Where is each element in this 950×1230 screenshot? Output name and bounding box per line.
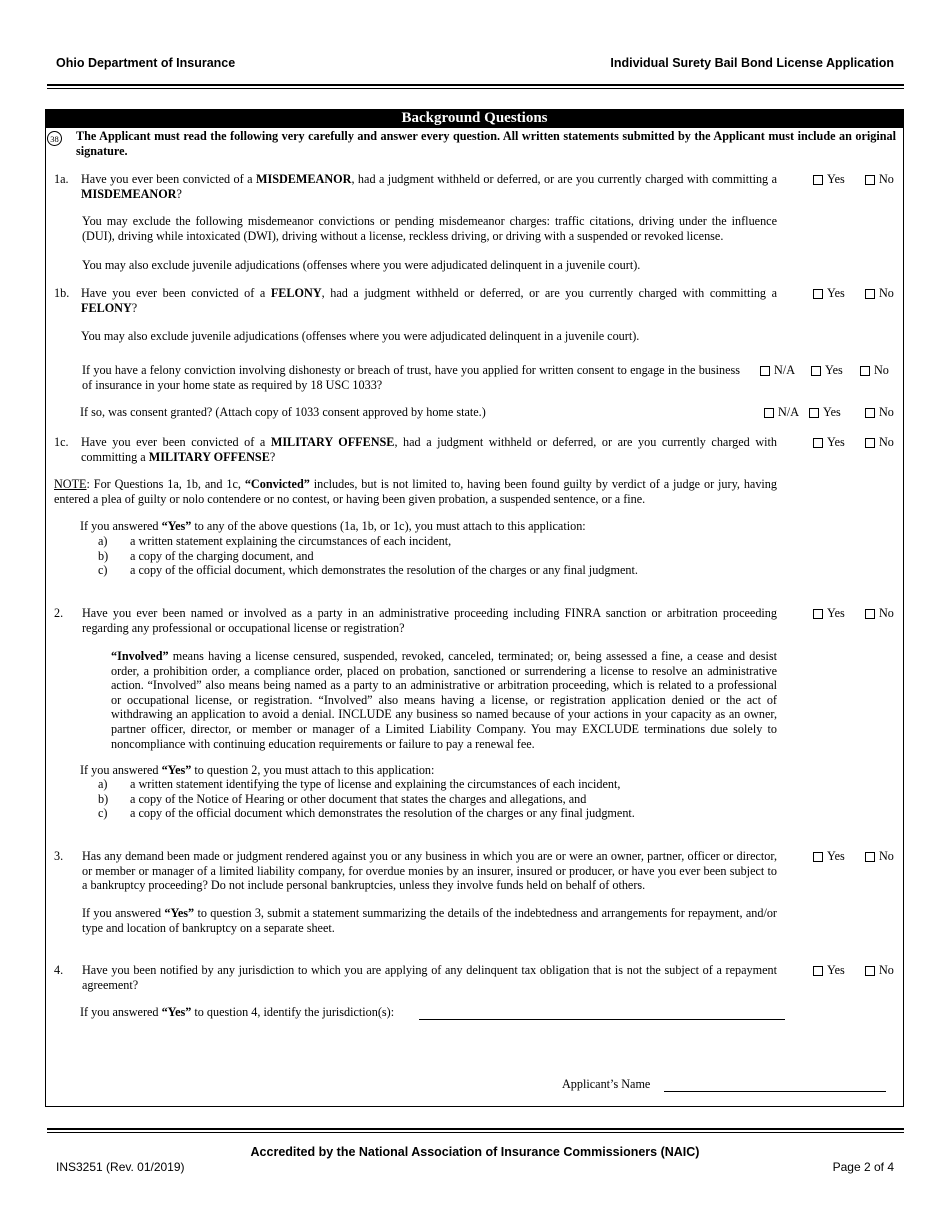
checkbox-icon bbox=[813, 289, 823, 299]
q3-no-checkbox[interactable]: No bbox=[865, 849, 894, 864]
checkbox-icon bbox=[865, 408, 875, 418]
agency-name: Ohio Department of Insurance bbox=[56, 56, 236, 70]
header-divider bbox=[47, 84, 904, 89]
footer-divider bbox=[47, 1128, 904, 1133]
checkbox-icon bbox=[865, 852, 875, 862]
q4-jurisdiction-label: If you answered “Yes” to question 4, identify the jurisdiction(s): bbox=[80, 1005, 395, 1019]
intro-instructions: The Applicant must read the following very carefully and answer every question. All written statements submitted by the Applicant must include an original signature. bbox=[76, 129, 896, 158]
q4-no-checkbox[interactable]: No bbox=[865, 963, 894, 978]
q2-attachment-list bbox=[98, 777, 778, 821]
q2-attach-instructions: If you answered “Yes” to question 2, you must attach to this application: bbox=[80, 763, 435, 777]
q4-number: 4. bbox=[54, 963, 64, 977]
applicant-name-label: Applicant’s Name bbox=[562, 1077, 651, 1091]
q1b-consent-na-checkbox[interactable]: N/A bbox=[764, 405, 799, 420]
q2-question: Have you ever been named or involved as a party in an administrative proceeding including FINRA sanction or arbitration proceeding regarding any professional or occupational license or registration? bbox=[82, 606, 777, 635]
q3-yes-checkbox[interactable]: Yes bbox=[813, 849, 845, 864]
q4-question: Have you been notified by any jurisdiction to which you are applying of any delinquent tax obligation that is not the subject of a repayment agreement? bbox=[82, 963, 777, 992]
list-item: b) a copy of the Notice of Hearing or other document that states the charges and allegations, and bbox=[98, 791, 587, 806]
q1b-number: 1b. bbox=[54, 286, 70, 300]
applicant-name-input[interactable] bbox=[664, 1091, 886, 1092]
q2-no-checkbox[interactable]: No bbox=[865, 606, 894, 621]
q1b-consent-no-checkbox[interactable]: No bbox=[865, 405, 894, 420]
q4-yes-checkbox[interactable]: Yes bbox=[813, 963, 845, 978]
checkbox-icon bbox=[813, 175, 823, 185]
list-item: c) a copy of the official document which demonstrates the resolution of the charges or any final judgment. bbox=[98, 806, 635, 821]
section-title: Background Questions bbox=[45, 109, 904, 128]
q1-attach-instructions: If you answered “Yes” to any of the above questions (1a, 1b, or 1c), you must attach to this application: bbox=[80, 519, 586, 533]
checkbox-icon bbox=[865, 966, 875, 976]
checkbox-icon bbox=[813, 966, 823, 976]
q1b-juvenile-note: You may also exclude juvenile adjudications (offenses where you were adjudicated delinquent in a juvenile court). bbox=[81, 329, 640, 343]
q3-statement-instructions: If you answered “Yes” to question 3, submit a statement summarizing the details of the indebtedness and arrangements for repayment, and/or type and location of bankruptcy on a separate sheet. bbox=[82, 906, 777, 935]
checkbox-icon bbox=[760, 366, 770, 376]
q1b-no-checkbox[interactable]: No bbox=[865, 286, 894, 301]
checkbox-icon bbox=[865, 609, 875, 619]
q3-question: Has any demand been made or judgment rendered against you or any business in which you are or were an owner, partner, officer or director, or member or manager of a limited liability company, for overdue monies by an insurer, insured or producer, or have you ever been subject to a bankruptcy proceeding? Do not include personal bankruptcies, unless they involve funds held on behalf of others. bbox=[82, 849, 777, 893]
checkbox-icon bbox=[811, 366, 821, 376]
list-item: c) a copy of the official document, which demonstrates the resolution of the charges or any final judgment. bbox=[98, 563, 638, 578]
checkbox-icon bbox=[865, 175, 875, 185]
list-item: a) a written statement explaining the circumstances of each incident, bbox=[98, 534, 452, 548]
jurisdiction-input[interactable] bbox=[419, 1019, 785, 1020]
q1a-question: Have you ever been convicted of a MISDEMEANOR, had a judgment withheld or deferred, or are you currently charged with committing a MISDEMEANOR? bbox=[81, 172, 777, 201]
q1-attachment-list bbox=[98, 534, 778, 578]
checkbox-icon bbox=[813, 609, 823, 619]
q1c-question: Have you ever been convicted of a MILITARY OFFENSE, had a judgment withheld or deferred, or are you currently charged with committing a MILITARY OFFENSE? bbox=[81, 435, 777, 464]
checkbox-icon bbox=[809, 408, 819, 418]
checkbox-icon bbox=[865, 438, 875, 448]
checkbox-icon bbox=[813, 438, 823, 448]
checkbox-icon bbox=[813, 852, 823, 862]
checkbox-icon bbox=[865, 289, 875, 299]
item-number-badge: 38 bbox=[47, 131, 62, 146]
list-item: b) a copy of the charging document, and bbox=[98, 548, 314, 563]
q3-number: 3. bbox=[54, 849, 64, 863]
q1b-1033-yes-checkbox[interactable]: Yes bbox=[811, 363, 843, 378]
q1b-consent-yes-checkbox[interactable]: Yes bbox=[809, 405, 841, 420]
q1c-no-checkbox[interactable]: No bbox=[865, 435, 894, 450]
q1b-1033-na-checkbox[interactable]: N/A bbox=[760, 363, 795, 378]
q1a-juvenile-note: You may also exclude juvenile adjudications (offenses where you were adjudicated delinquent in a juvenile court). bbox=[82, 258, 641, 272]
page-number: Page 2 of 4 bbox=[832, 1160, 894, 1174]
q1c-yes-checkbox[interactable]: Yes bbox=[813, 435, 845, 450]
q1b-yes-checkbox[interactable]: Yes bbox=[813, 286, 845, 301]
checkbox-icon bbox=[860, 366, 870, 376]
conviction-note: NOTE: For Questions 1a, 1b, and 1c, “Convicted” includes, but is not limited to, having been found guilty by verdict of a judge or jury, having entered a plea of guilty or nolo contendere or no contest, or having been given probation, a suspended sentence, or a fine. bbox=[54, 477, 777, 506]
q1a-number: 1a. bbox=[54, 172, 69, 186]
q1a-yes-checkbox[interactable]: Yes bbox=[813, 172, 845, 187]
q2-number: 2. bbox=[54, 606, 64, 620]
q1b-1033-question: If you have a felony conviction involving dishonesty or breach of trust, have you applied for written consent to engage in the business of insurance in your home state as required by 18 USC 1033? bbox=[82, 363, 740, 392]
q1b-consent-question: If so, was consent granted? (Attach copy of 1033 consent approved by home state.) bbox=[80, 405, 486, 419]
checkbox-icon bbox=[764, 408, 774, 418]
accreditation-note: Accredited by the National Association of Insurance Commissioners (NAIC) bbox=[250, 1145, 700, 1159]
q2-yes-checkbox[interactable]: Yes bbox=[813, 606, 845, 621]
q1b-1033-no-checkbox[interactable]: No bbox=[860, 363, 889, 378]
q2-involved-definition: “Involved” means having a license censured, suspended, revoked, canceled, terminated; or, being assessed a fine, a cease and desist order, a prohibition order, a compliance order, placed on probation, sanctioned or surrendering a license to resolve an administrative action. “Involved” also means being named as a party to an administrative or arbitration proceeding, which is related to a professional or occupational license, or registration. “Involved” also means having a license, or registration application denied or the act of withdrawing an application to avoid a denial. INCLUDE any business so named because of your actions in your capacity as an owner, partner officer, director, or member or manager of a Limited Liability Company. You may EXCLUDE terminations due solely to noncompliance with continuing education requirements or failure to pay a renewal fee. bbox=[111, 649, 777, 751]
q1b-question: Have you ever been convicted of a FELONY, had a judgment withheld or deferred, or are you currently charged with committing a FELONY? bbox=[81, 286, 777, 315]
q1c-number: 1c. bbox=[54, 435, 69, 449]
form-title: Individual Surety Bail Bond License Application bbox=[610, 56, 894, 70]
q1a-exclusions: You may exclude the following misdemeanor convictions or pending misdemeanor charges: traffic citations, driving under the influence (DUI), driving while intoxicated (DWI), driving without a license, reckless driving, or driving with a suspended or revoked license. bbox=[82, 214, 777, 243]
form-number: INS3251 (Rev. 01/2019) bbox=[56, 1160, 185, 1174]
q1a-no-checkbox[interactable]: No bbox=[865, 172, 894, 187]
list-item: a) a written statement identifying the type of license and explaining the circumstances of each incident, bbox=[98, 777, 621, 791]
